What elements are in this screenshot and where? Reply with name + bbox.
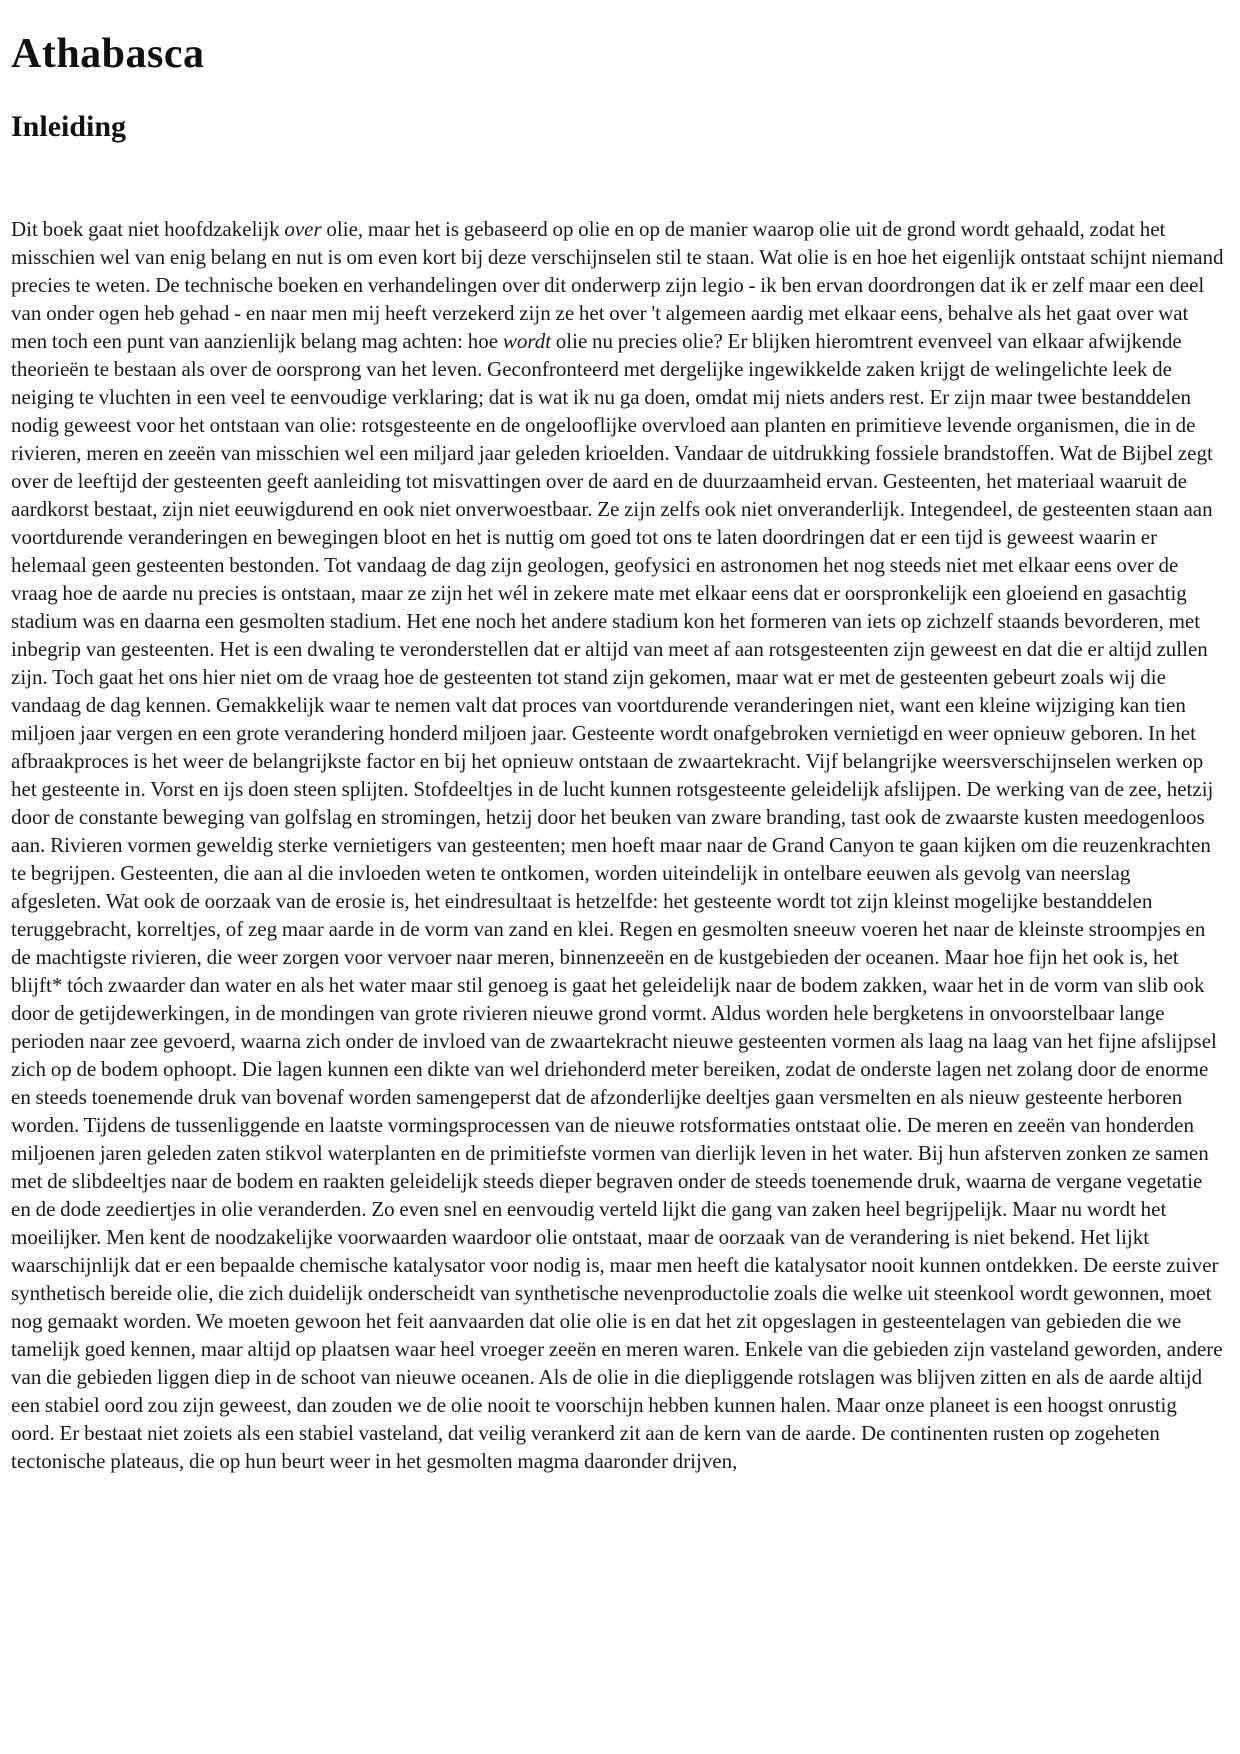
- paragraph-text-segment: Dit boek gaat niet hoofdzakelijk: [11, 216, 285, 241]
- paragraph-italic-segment: over: [284, 216, 322, 241]
- document-title: Athabasca: [11, 31, 205, 77]
- paragraph-text-segment: olie, maar het is gebaseerd op olie en op de manier waarop olie uit de grond wordt gehaald, zodat het misschien wel van enig belang en nut is om even kort bij deze verschijnselen stil te staan. Wat olie is en hoe het eigenlijk ontstaat schijnt niemand precies te weten. De technische boeken en verhandelingen over dit onderwerp zijn legio - ik ben ervan doordrongen dat ik er zelf maar een deel van onder ogen heb gehad - en naar men mij heeft verzekerd zijn ze het over 't algemeen aardig met elkaar eens, behalve als het gaat over wat men toch een punt van aanzienlijk belang mag achten: hoe: [11, 216, 1224, 353]
- paragraph-text-segment: olie nu precies olie? Er blijken hieromtrent evenveel van elkaar afwijkende theorieën te bestaan als over de oorsprong van het leven. Geconfronteerd met dergelijke ingewikkelde zaken krijgt de welingelichte leek de neiging te vluchten in een veel te eenvoudige verklaring; dat is wat ik nu ga doen, omdat mij niets anders rest. Er zijn maar twee bestanddelen nodig geweest voor het ontstaan van olie: rotsgesteente en de ongelooflijke overvloed aan planten en primitieve levende organismen, die in de rivieren, meren en zeeën van misschien wel een miljard jaar geleden krioelden. Vandaar de uitdrukking fossiele brandstoffen. Wat de Bijbel zegt over de leeftijd der gesteenten geeft aanleiding tot misvattingen over de aard en de duurzaamheid ervan. Gesteenten, het materiaal waaruit de aardkorst bestaat, zijn niet eeuwigdurend en ook niet onverwoestbaar. Ze zijn zelfs ook niet onveranderlijk. Integendeel, de gesteenten staan aan voortdurende veranderingen en bewegingen bloot en het is nuttig om goed tot ons te laten doordringen dat er een tijd is geweest waarin er helemaal geen gesteenten bestonden. Tot vandaag de dag zijn geologen, geofysici en astronomen het nog steeds niet met elkaar eens over de vraag hoe de aarde nu precies is ontstaan, maar ze zijn het wél in zekere mate met elkaar eens dat er oorspronkelijk een gloeiend en gasachtig stadium was en daarna een gesmolten stadium. Het ene noch het andere stadium kon het formeren van iets op zichzelf staands bevorderen, met inbegrip van gesteenten. Het is een dwaling te veronderstellen dat er altijd van meet af aan rotsgesteenten zijn geweest en dat die er altijd zullen zijn. Toch gaat het ons hier niet om de vraag hoe de gesteenten tot stand zijn gekomen, maar wat er met de gesteenten gebeurt zoals wij die vandaag de dag kennen. Gemakkelijk waar te nemen valt dat proces van voortdurende veranderingen niet, want een kleine wijziging kan tien miljoen jaar vergen en een grote verandering honderd miljoen jaar. Gesteente wordt onafgebroken vernietigd en weer opnieuw geboren. In het afbraakproces is het weer de belangrijkste factor en bij het opnieuw ontstaan de zwaartekracht. Vijf belangrijke weersverschijnselen werken op het gesteente in. Vorst en ijs doen steen splijten. Stofdeeltjes in de lucht kunnen rotsgesteente geleidelijk afslijpen. De werking van de zee, hetzij door de constante beweging van golfslag en stromingen, hetzij door het beuken van zware branding, tast ook de zwaarste kusten meedogenloos aan. Rivieren vormen geweldig sterke vernietigers van gesteenten; men hoeft maar naar de Grand Canyon te gaan kijken om die reuzenkrachten te begrijpen. Gesteenten, die aan al die invloeden weten te ontkomen, worden uiteindelijk in ontelbare eeuwen als gevolg van neerslag afgesleten. Wat ook de oorzaak van de erosie is, het eindresultaat is hetzelfde: het gesteente wordt tot zijn kleinst mogelijke bestanddelen teruggebracht, korreltjes, of zeg maar aarde in de vorm van zand en klei. Regen en gesmolten sneeuw voeren het naar de kleinste stroompjes en de machtigste rivieren, die weer zorgen voor vervoer naar meren, binnenzeeën en de kustgebieden der oceanen. Maar hoe fijn het ook is, het blijft* tóch zwaarder dan water en als het water maar stil genoeg is gaat het geleidelijk naar de bodem zakken, waar het in de vorm van slib ook door de getijdewerkingen, in de mondingen van grote rivieren nieuwe grond vormt. Aldus worden hele bergketens in onvoorstelbaar lange perioden naar zee gevoerd, waarna zich onder de invloed van de zwaartekracht nieuwe gesteenten vormen als laag na laag van het fijne afslijpsel zich op de bodem ophoopt. Die lagen kunnen een dikte van wel driehonderd meter bereiken, zodat de onderste lagen net zolang door de enorme en steeds toenemende druk van bovenaf worden samengeperst dat de afzonderlijke deeltjes gaan versmelten en als nieuw gesteente herboren worden. Tijdens de tussenliggende en laatste vormingsprocessen van de nieuwe rotsformaties ontstaat olie. De meren en zeeën van honderden miljoenen jaren geleden zaten stikvol waterplanten en de primitiefste vormen van dierlijk leven in het water. Bij hun afsterven zonken ze samen met de slibdeeltjes naar de bodem en raakten geleidelijk steeds dieper begraven onder de steeds toenemende druk, waarna de vergane vegetatie en de dode zeediertjes in olie veranderden. Zo even snel en eenvoudig verteld lijkt die gang van zaken heel begrijpelijk. Maar nu wordt het moeilijker. Men kent de noodzakelijke voorwaarden waardoor olie ontstaat, maar de oorzaak van de verandering is niet bekend. Het lijkt waarschijnlijk dat er een bepaalde chemische katalysator voor nodig is, maar men heeft die katalysator nooit kunnen ontdekken. De eerste zuiver synthetisch bereide olie, die zich duidelijk onderscheidt van synthetische nevenproductolie zoals die welke uit steenkool wordt gewonnen, moet nog gemaakt worden. We moeten gewoon het feit aanvaarden dat olie olie is en dat het zit opgeslagen in gesteentelagen van gebieden die we tamelijk goed kennen, maar altijd op plaatsen waar heel vroeger zeeën en meren waren. Enkele van die gebieden zijn vasteland geworden, andere van die gebieden liggen diep in de schoot van nieuwe oceanen. Als de olie in die diepliggende rotslagen was blijven zitten en als de aarde altijd een stabiel oord zou zijn geweest, dan zouden we de olie nooit te voorschijn hebben kunnen halen. Maar onze planeet is een hoogst onrustig oord. Er bestaat niet zoiets als een stabiel vasteland, dat veilig verankerd zit aan de kern van de aarde. De continenten rusten op zogeheten tectonische plateaus, die op hun beurt weer in het gesmolten magma daaronder drijven,: [11, 328, 1223, 1473]
- body-paragraph: [11, 215, 1224, 1475]
- section-heading: Inleiding: [11, 110, 127, 144]
- paragraph-italic-segment: wordt: [502, 328, 552, 353]
